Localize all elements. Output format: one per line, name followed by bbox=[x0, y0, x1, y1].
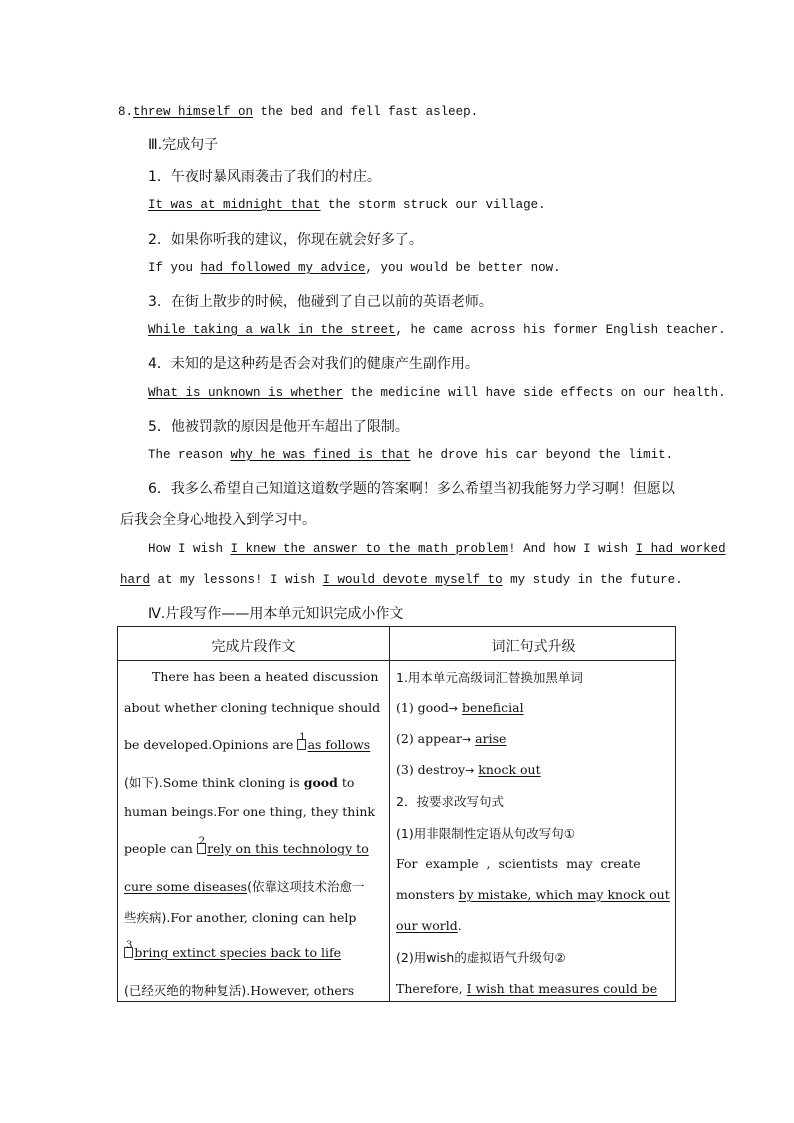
q8-line bbox=[118, 105, 478, 119]
arrow-right-icon: → bbox=[461, 733, 472, 746]
q8-answer: threw himself on bbox=[133, 105, 254, 119]
left-line-1: There has been a heated discussion bbox=[152, 669, 379, 684]
blank-2-answer[interactable]: rely on this technology to bbox=[207, 841, 369, 856]
section-title-iii: Ⅲ.完成句子 bbox=[148, 137, 219, 153]
right-row-7-pre: Therefore, bbox=[396, 981, 467, 996]
section-title-iv: Ⅳ.片段写作——用本单元知识完成小作文 bbox=[148, 606, 404, 622]
right-row-3 bbox=[396, 762, 541, 777]
left-line-4-mid: Some think cloning is bbox=[162, 775, 304, 790]
right-row-4: For example , scientists may create bbox=[396, 856, 641, 871]
item-6-english-line-1 bbox=[148, 542, 726, 556]
item-6-mid: ! And how I wish bbox=[508, 542, 636, 556]
left-line-8 bbox=[124, 908, 356, 926]
right-row-2-answer[interactable]: arise bbox=[475, 731, 507, 746]
item-6-chinese-line-2: 后我会全身心地投入到学习中。 bbox=[120, 512, 316, 528]
left-line-3 bbox=[124, 732, 371, 752]
right-row-1-answer[interactable]: beneficial bbox=[461, 700, 524, 715]
blank-3-number: 3 bbox=[126, 940, 133, 951]
item-3-post: , he came across his former English teacher. bbox=[395, 323, 726, 337]
left-line-6 bbox=[124, 836, 369, 856]
right-row-1 bbox=[396, 700, 524, 715]
table-divider-vertical bbox=[389, 627, 390, 1001]
bold-word-good: good bbox=[303, 775, 338, 790]
left-line-8-post: For another, cloning can help bbox=[170, 910, 357, 925]
item-5-answer: why he was fined is that bbox=[230, 448, 411, 462]
right-row-5 bbox=[396, 887, 670, 902]
table-header-right: 词汇句式升级 bbox=[491, 639, 576, 655]
right-heading-1: 1.用本单元高级词汇替换加黑单词 bbox=[396, 670, 583, 685]
item-2-post: , you would be better now. bbox=[365, 261, 561, 275]
arrow-right-icon: → bbox=[448, 702, 458, 715]
left-line-4-post: to bbox=[337, 775, 355, 790]
item-3-english bbox=[148, 323, 726, 337]
q8-number: 8. bbox=[118, 105, 134, 119]
right-row-3-label: (3) destroy bbox=[396, 762, 466, 777]
item-1-chinese: 1．午夜时暴风雨袭击了我们的村庄。 bbox=[148, 169, 381, 185]
right-row-7 bbox=[396, 981, 657, 996]
item-6-post: my study in the future. bbox=[502, 573, 683, 587]
item-6-answer-1: I knew the answer to the math problem bbox=[230, 542, 509, 556]
right-row-2-label: (2) appear bbox=[396, 731, 462, 746]
left-line-7-cn: (依靠这项技术治愈一 bbox=[247, 879, 365, 894]
item-5-english bbox=[148, 448, 673, 462]
item-6-pre: How I wish bbox=[148, 542, 231, 556]
table-header-left: 完成片段作文 bbox=[211, 639, 296, 655]
left-line-4 bbox=[124, 773, 354, 791]
item-6-answer-3: I would devote myself to bbox=[322, 573, 503, 587]
item-3-chinese: 3．在街上散步的时候，他碰到了自己以前的英语老师。 bbox=[148, 294, 493, 310]
item-6-mid-2: at my lessons! I wish bbox=[150, 573, 323, 587]
left-line-8-cn: 些疾病). bbox=[124, 910, 171, 925]
item-4-chinese: 4．未知的是这种药是否会对我们的健康产生副作用。 bbox=[148, 356, 479, 372]
blank-3-answer[interactable]: bring extinct species back to life bbox=[134, 945, 342, 960]
left-line-9 bbox=[124, 940, 342, 960]
blank-2-answer-cont[interactable]: cure some diseases bbox=[124, 879, 248, 894]
item-2-answer: had followed my advice bbox=[200, 261, 366, 275]
left-line-5: human beings.For one thing, they think bbox=[124, 804, 375, 819]
item-1-post: the storm struck our village. bbox=[320, 198, 546, 212]
right-row-6-answer[interactable]: our world bbox=[396, 918, 458, 933]
right-row-2 bbox=[396, 731, 506, 746]
item-6-english-line-2 bbox=[120, 573, 683, 587]
writing-table bbox=[117, 626, 676, 1002]
item-2-english bbox=[148, 261, 561, 275]
item-1-answer: It was at midnight that bbox=[148, 198, 321, 212]
item-6-answer-2b: hard bbox=[120, 573, 151, 587]
right-row-6 bbox=[396, 918, 462, 933]
item-1-english bbox=[148, 198, 546, 212]
item-6-chinese-line-1: 6．我多么希望自己知道这道数学题的答案啊！多么希望当初我能努力学习啊！但愿以 bbox=[148, 481, 675, 497]
blank-1-number: 1 bbox=[299, 732, 306, 743]
right-row-6-post: . bbox=[457, 918, 462, 933]
left-line-4-cn: (如下). bbox=[124, 775, 163, 790]
right-row-5-pre: monsters bbox=[396, 887, 459, 902]
left-line-3-text: be developed.Opinions are bbox=[124, 737, 298, 752]
right-row-5-answer[interactable]: by mistake, which may knock out bbox=[458, 887, 670, 902]
left-line-7 bbox=[124, 877, 364, 895]
item-3-answer: While taking a walk in the street bbox=[148, 323, 396, 337]
item-5-pre: The reason bbox=[148, 448, 231, 462]
item-5-post: he drove his car beyond the limit. bbox=[410, 448, 674, 462]
left-line-6-pre: people can bbox=[124, 841, 197, 856]
blank-1-answer[interactable]: as follows bbox=[307, 737, 371, 752]
item-4-answer: What is unknown is whether bbox=[148, 386, 344, 400]
item-4-post: the medicine will have side effects on our health. bbox=[343, 386, 726, 400]
blank-2-number: 2 bbox=[198, 836, 206, 847]
item-2-chinese: 2．如果你听我的建议，你现在就会好多了。 bbox=[148, 232, 423, 248]
left-line-2: about whether cloning technique should bbox=[124, 700, 381, 715]
right-subheading-2a: (1)用非限制性定语从句改写句① bbox=[396, 826, 575, 841]
left-line-10 bbox=[124, 981, 354, 999]
left-line-10-cn: (已经灭绝的物种复活). bbox=[124, 983, 251, 998]
item-4-english bbox=[148, 386, 726, 400]
right-row-1-label: (1) good bbox=[396, 700, 449, 715]
right-heading-2: 2．按要求改写句式 bbox=[396, 794, 504, 809]
q8-rest: the bed and fell fast asleep. bbox=[253, 105, 479, 119]
arrow-right-icon: → bbox=[465, 764, 475, 777]
table-divider-horizontal bbox=[118, 660, 675, 661]
right-row-3-answer[interactable]: knock out bbox=[478, 762, 541, 777]
left-line-10-post: However, others bbox=[250, 983, 355, 998]
right-row-7-answer[interactable]: I wish that measures could be bbox=[466, 981, 658, 996]
item-5-chinese: 5．他被罚款的原因是他开车超出了限制。 bbox=[148, 419, 409, 435]
right-subheading-2b: (2)用wish的虚拟语气升级句② bbox=[396, 950, 566, 965]
item-2-pre: If you bbox=[148, 261, 201, 275]
item-6-answer-2a: I had worked bbox=[635, 542, 726, 556]
